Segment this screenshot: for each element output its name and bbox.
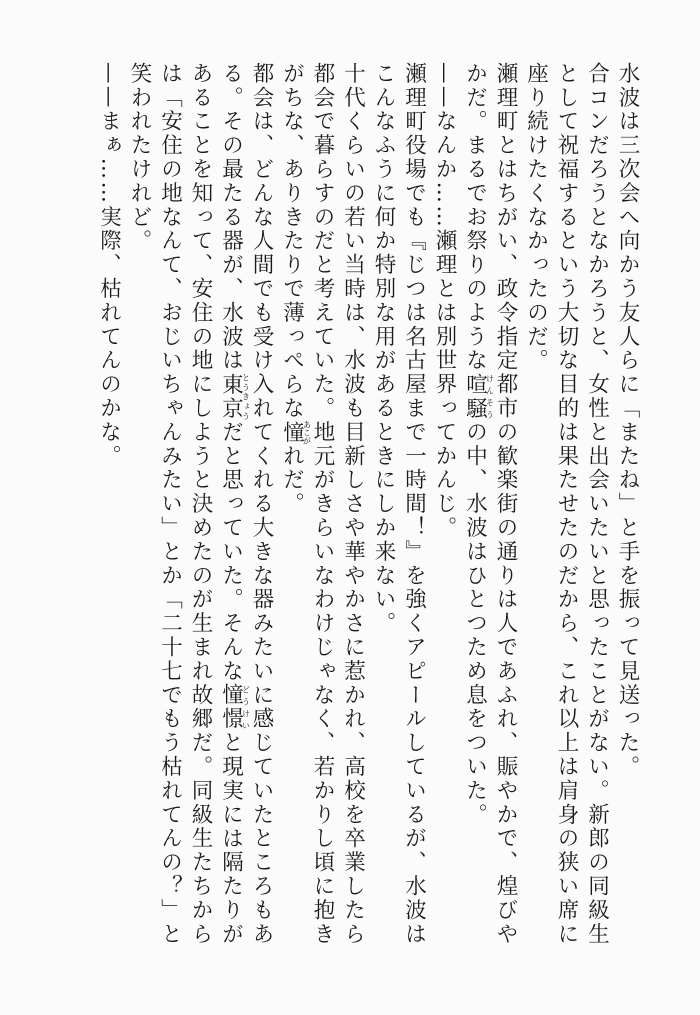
- text-segment: ——なんか……瀬理とは別世界ってかんじ。: [432, 62, 457, 540]
- ruby-base: 喧騒: [462, 372, 488, 421]
- text-segment: 合コンだろうとなかろうと、女性と出会いたいと思ったことがない。新郎の同級生として祝福するという大切な目的は果たせたのだから、これ以上は肩身の狭い席に座り続けたくなかったのだ。: [523, 62, 610, 947]
- text-segment: 瀬理町とはちがい、政令指定都市の歓楽街の通りは人であふれ、賑やかで、煌びやかだ。まるでお祭りのような: [462, 62, 518, 947]
- text-segment: だと思っていた。そんな: [218, 420, 244, 684]
- text-segment: の中、水波はひとつため息をついた。: [462, 420, 488, 827]
- text-segment: 瀬理町役場でも『じつは名古屋まで一時間！』を強くアピールしているが、水波はこんなふうに何か特別な用があるときにしか来ない。: [371, 62, 427, 947]
- paragraph: [93, 62, 124, 962]
- ruby-reading: けんそう: [485, 372, 495, 421]
- paragraph: [429, 62, 460, 962]
- paragraph: [459, 62, 520, 962]
- ruby-annotated-word: [218, 683, 251, 732]
- text-segment: 十代くらいの若い当時は、水波も目新しさや華やかさに惹かれ、高校を卒業したら都会で暮らすのだと考えていた。地元がきらいなわけじゃなく、若かりし頃に抱きがちな、ありきたりで薄っぺらな: [279, 62, 366, 947]
- ruby-annotated-word: [218, 372, 251, 421]
- paragraph: [124, 62, 277, 962]
- paragraph: [520, 62, 612, 962]
- paragraph: [368, 62, 429, 962]
- ruby-reading: あこが: [302, 420, 312, 445]
- text-segment: ——まぁ……実際、枯れてんのかな。: [96, 62, 122, 469]
- text-segment: 都会は、どんな人間でも受け入れてくれる大きな器みたいに感じていたところもある。その最たる器が、水波は: [218, 62, 274, 947]
- paragraph: [612, 62, 643, 962]
- ruby-annotated-word: [279, 420, 312, 445]
- vertical-text-body: [93, 62, 642, 962]
- ruby-base: 憧: [279, 420, 305, 445]
- paragraph: [276, 62, 368, 962]
- text-segment: 水波は三次会へ向かう友人らに「またね」と手を振って見送った。: [615, 62, 640, 779]
- text-segment: れだ。: [279, 444, 305, 517]
- ruby-annotated-word: [462, 372, 495, 421]
- ruby-base: 憧憬: [218, 683, 244, 732]
- ruby-reading: とうきょう: [241, 372, 251, 421]
- text-segment: と現実には隔たりがあることを知って、安住の地にしようと決めたのが生まれ故郷だ。同級生たちからは「安住の地なんて、おじいちゃんみたい」とか「二十七でもう枯れてんの？」と笑われたけれど。: [127, 62, 244, 947]
- ruby-base: 東京: [218, 372, 244, 421]
- ruby-reading: どうけい: [241, 683, 251, 732]
